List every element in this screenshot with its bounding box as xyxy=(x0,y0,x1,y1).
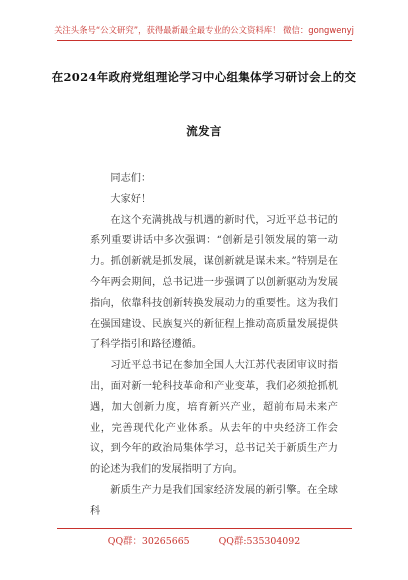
footer-divider xyxy=(57,528,352,529)
document-title-line-1: 在2024年政府党组理论学习中心组集体学习研讨会上的交 xyxy=(51,70,357,84)
body-paragraph: 在这个充满挑战与机遇的新时代，习近平总书记的系列重要讲话中多次强调：“创新是引领发展的第一动力。抓创新就是抓发展，谋创新就是谋未来。”特别是在今年两会期间，总书记进一步强调了以创新驱动为发展指向，依靠科技创新转换发展动力的重要性。这为我们在强国建设、民族复兴的新征程上推动高质量发展提供了科学指引和路径遵循。 xyxy=(90,214,338,351)
body-paragraph: 习近平总书记在参加全国人大江苏代表团审议时指出，面对新一轮科技革命和产业变革，我们必须抢抓机遇，加大创新力度，培育新兴产业，超前布局未来产业，完善现代化产业体系。从去年的中央经济工作会议，到今年的政治局集体学习，总书记关于新质生产力的论述为我们的发展指明了方向。 xyxy=(90,360,338,476)
document-body xyxy=(90,169,338,523)
document-title-line-2: 流发言 xyxy=(186,124,222,138)
footer-qq-group-1: QQ群：30265665 xyxy=(107,536,190,547)
body-paragraph: 新质生产力是我们国家经济发展的新引擎。在全球科 xyxy=(90,484,338,517)
header-promo-text: 关注头条号“公文研究”，获得最新最全最专业的公文资料库！ 微信：gongwenyj xyxy=(54,25,354,35)
greeting: 大家好！ xyxy=(110,193,152,205)
salutation: 同志们： xyxy=(110,173,152,184)
header-divider xyxy=(57,40,352,41)
footer-contact xyxy=(0,533,408,547)
footer-qq-group-2: QQ群:535304092 xyxy=(218,536,301,547)
